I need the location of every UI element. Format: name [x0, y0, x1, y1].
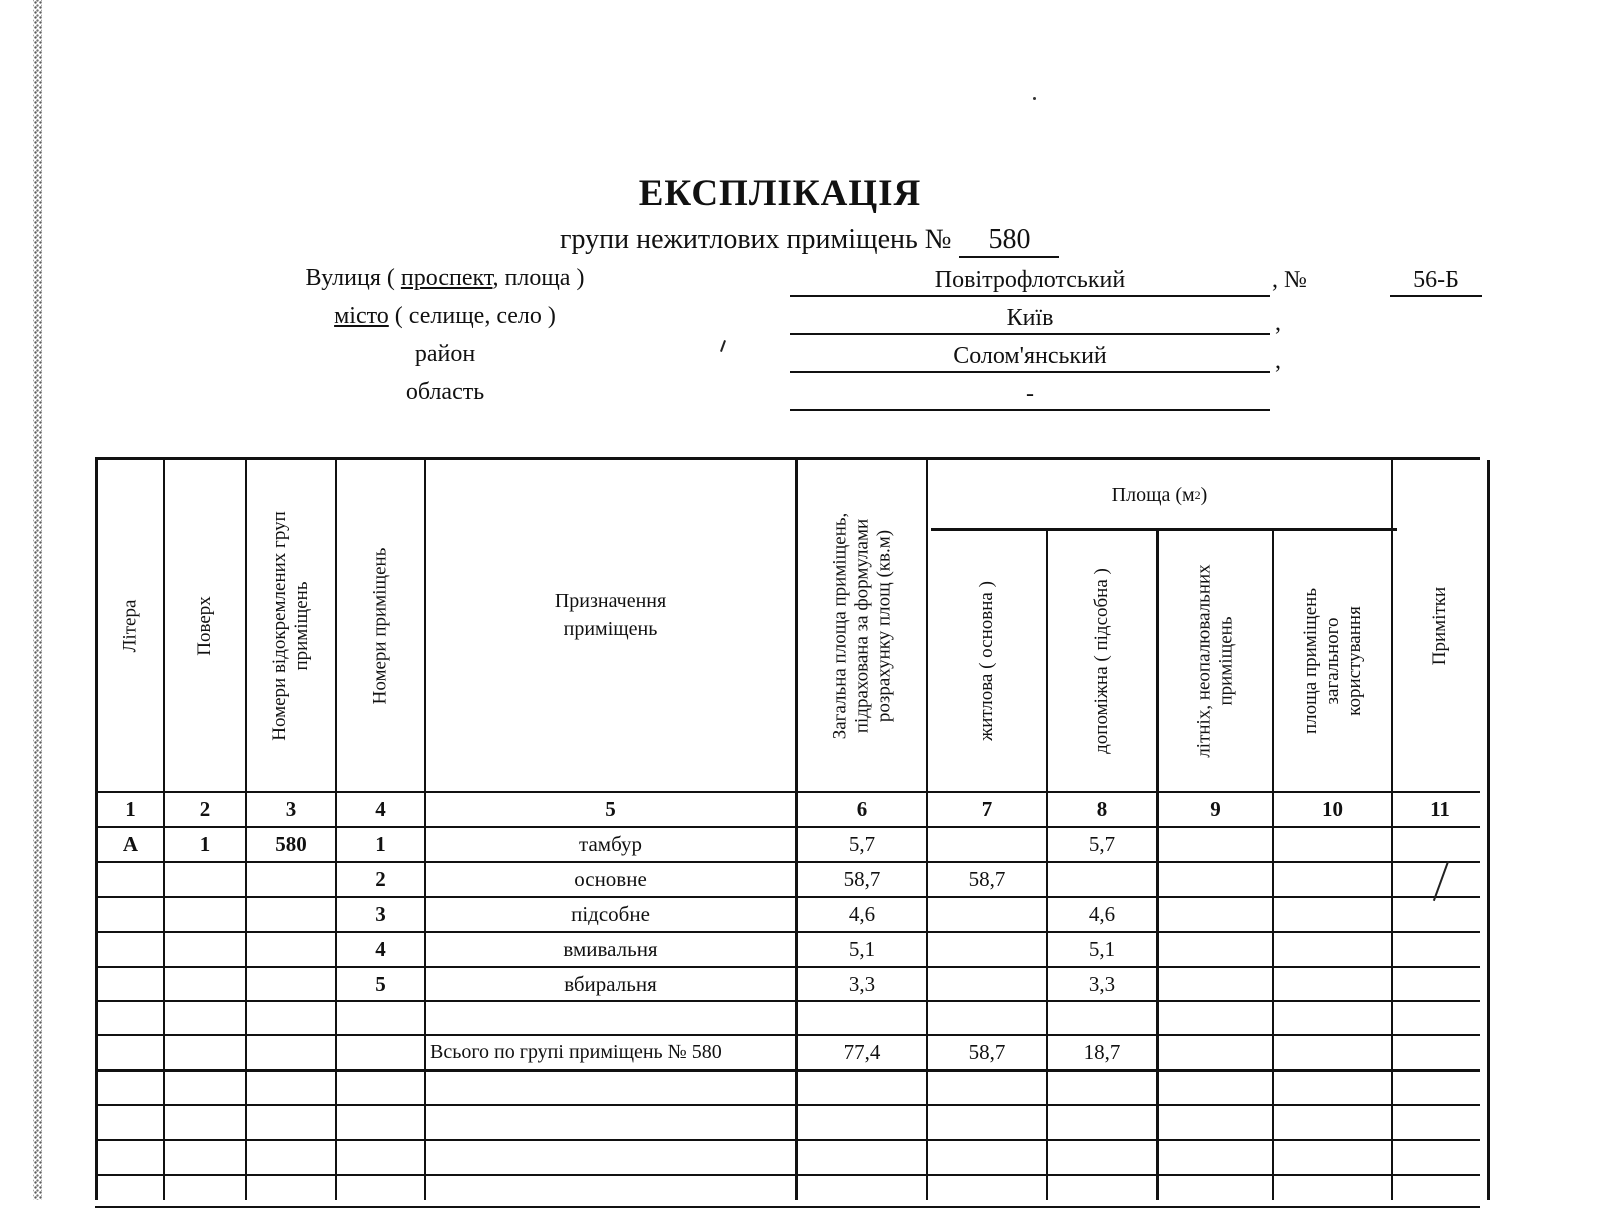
pen-mark	[720, 340, 726, 352]
header-purpose	[426, 580, 795, 650]
col-number: 9	[1210, 797, 1221, 821]
header-unheated-text	[1194, 564, 1238, 757]
header-area-group	[928, 462, 1391, 528]
header-total-area-line2: підрахована за формулами	[851, 518, 872, 733]
header-room-numbers	[337, 460, 424, 791]
city-value: Київ	[790, 303, 1270, 335]
cell-purpose: основне	[574, 867, 647, 891]
header-total-area	[798, 460, 926, 791]
header-living	[928, 530, 1046, 791]
header-group-numbers-line2: приміщень	[291, 580, 312, 671]
header-common-line3: користування	[1343, 605, 1365, 716]
col-number: 8	[1096, 797, 1108, 821]
cell-room: 4	[375, 937, 386, 961]
total-row-aux: 18,7	[1083, 1040, 1121, 1064]
subtitle-text: групи нежитлових приміщень №	[560, 224, 952, 255]
cell-living	[928, 828, 1046, 861]
header-purpose-line1: Призначення	[554, 590, 667, 612]
cell-floor: 1	[199, 832, 211, 856]
header-area-group-text: Площа (м	[1111, 484, 1195, 506]
header-poverkh	[165, 460, 245, 791]
header-group-numbers	[247, 460, 335, 791]
cell-purpose: тамбур	[579, 832, 642, 856]
table-right-border	[1487, 460, 1490, 1200]
cell-floor	[165, 898, 245, 931]
header-notes	[1393, 460, 1487, 791]
col-number: 7	[981, 797, 993, 821]
cell-floor	[165, 933, 245, 966]
header-litera	[98, 460, 163, 791]
cell-room: 1	[375, 832, 386, 856]
house-label: , №	[1272, 267, 1307, 293]
cell-litera	[98, 898, 163, 931]
cell-total: 5,7	[848, 832, 876, 856]
cell-group: 580	[275, 832, 307, 856]
col-number: 5	[605, 797, 616, 821]
total-row-total: 77,4	[843, 1040, 881, 1064]
header-total-area-line3: розрахунку площ (кв.м)	[873, 529, 894, 722]
total-row-living: 58,7	[968, 1040, 1006, 1064]
cell-aux: 5,1	[1088, 937, 1116, 961]
col-number: 6	[856, 797, 868, 821]
cell-group	[247, 898, 335, 931]
header-unheated-line2: приміщень	[1215, 615, 1237, 706]
scan-speck	[1033, 97, 1036, 100]
house-number: 56-Б	[1390, 265, 1482, 297]
city-label-underlined: місто	[334, 303, 389, 329]
header-notes-text: Примітки	[1429, 586, 1450, 665]
cell-total: 5,1	[848, 937, 876, 961]
document-title: ЕКСПЛІКАЦІЯ	[638, 173, 922, 214]
cell-purpose: вбиральня	[564, 972, 657, 996]
col-number: 4	[375, 797, 386, 821]
cell-floor	[165, 968, 245, 1001]
cell-room: 3	[375, 902, 386, 926]
street-label-underlined: проспект	[400, 265, 493, 291]
header-total-area-text	[829, 512, 895, 739]
total-row-label: Всього по групі приміщень № 580	[430, 1041, 722, 1063]
district-comma: ,	[1275, 348, 1281, 374]
city-label	[235, 303, 655, 330]
cell-total: 3,3	[848, 972, 876, 996]
cell-aux: 5,7	[1088, 832, 1116, 856]
cell-litera	[98, 968, 163, 1001]
group-number: 580	[959, 224, 1059, 258]
cell-total: 4,6	[848, 902, 876, 926]
header-total-area-line1: Загальна площа приміщень,	[829, 512, 850, 739]
region-value: -	[790, 379, 1270, 411]
cell-living	[928, 898, 1046, 931]
cell-purpose: вмивальня	[563, 937, 658, 961]
district-value: Солом'янський	[790, 341, 1270, 373]
cell-aux	[1048, 863, 1156, 896]
street-label	[235, 265, 655, 292]
header-purpose-line2: приміщень	[563, 618, 658, 640]
document-subtitle	[560, 224, 1059, 258]
city-label-suffix: ( селище, село )	[388, 303, 556, 329]
header-area-group-close: )	[1200, 484, 1208, 506]
cell-room: 2	[375, 867, 386, 891]
col-number: 10	[1322, 797, 1343, 821]
header-area-group-sup: 2	[1194, 488, 1201, 502]
header-auxiliary	[1048, 530, 1156, 791]
header-living-text: житлова ( основна )	[976, 580, 997, 741]
cell-litera	[98, 863, 163, 896]
city-comma: ,	[1275, 310, 1281, 336]
cell-living	[928, 933, 1046, 966]
header-unheated	[1159, 530, 1272, 791]
col-number: 11	[1430, 797, 1450, 821]
header-unheated-line1: літніх, неопалювальних	[1193, 563, 1215, 758]
street-label-prefix: Вулиця (	[305, 265, 401, 291]
cell-room: 5	[375, 972, 386, 996]
cell-litera	[98, 933, 163, 966]
header-room-numbers-text: Номери приміщень	[369, 547, 391, 704]
cell-group	[247, 933, 335, 966]
district-label: район	[414, 341, 476, 367]
street-value: Повітрофлотський	[790, 265, 1270, 297]
header-group-numbers-line1: Номери відокремлених груп	[269, 510, 290, 741]
cell-group	[247, 968, 335, 1001]
cell-purpose: підсобне	[571, 902, 650, 926]
header-auxiliary-text: допоміжна ( підсобна )	[1091, 567, 1113, 754]
cell-total: 58,7	[843, 867, 881, 891]
cell-aux: 4,6	[1088, 902, 1116, 926]
col-number: 2	[199, 797, 211, 821]
cell-floor	[165, 863, 245, 896]
header-group-numbers-text	[269, 511, 313, 741]
cell-living	[928, 968, 1046, 1001]
header-litera-text: Літера	[119, 599, 141, 652]
header-common-line1: площа приміщень	[1299, 587, 1321, 734]
cell-aux: 3,3	[1088, 972, 1116, 996]
header-common	[1274, 530, 1391, 791]
col-number: 3	[285, 797, 297, 821]
col-number: 1	[125, 797, 136, 821]
cell-litera: А	[122, 832, 139, 856]
header-poverkh-text: Поверх	[193, 595, 215, 656]
cell-group	[247, 863, 335, 896]
street-label-suffix: , площа )	[492, 265, 585, 291]
header-common-text	[1300, 588, 1366, 734]
cell-living: 58,7	[968, 867, 1006, 891]
region-label: область	[405, 379, 485, 405]
header-common-line2: загального	[1321, 617, 1343, 704]
